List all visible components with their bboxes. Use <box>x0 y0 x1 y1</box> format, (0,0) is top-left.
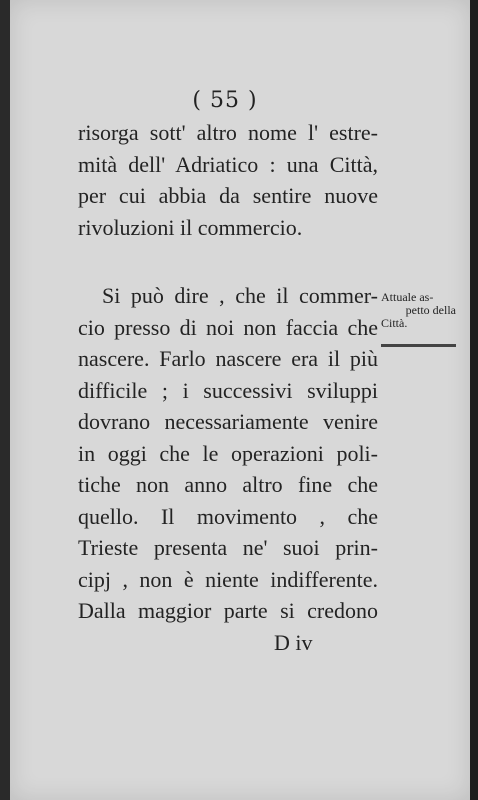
text-line: cipj , non è niente indifferente. <box>78 566 378 592</box>
paragraph-commerce <box>78 280 378 627</box>
book-page <box>10 0 470 800</box>
marginal-note-line: petto della <box>405 303 456 317</box>
paragraph-continuation <box>78 117 378 243</box>
signature-mark: D iv <box>274 630 313 655</box>
text-line: dovrano necessariamente venire <box>78 409 378 434</box>
text-line: per cui abbia da sentire nuove <box>78 183 378 208</box>
text-line: rivoluzioni il commercio. <box>78 214 303 240</box>
text-line: in oggi che le operazioni poli- <box>78 440 378 466</box>
book-edge <box>470 0 478 800</box>
marginal-note-line: Città. <box>381 316 408 330</box>
text-line: Trieste presenta ne' suoi prin- <box>78 535 378 560</box>
marginal-note <box>381 291 456 330</box>
page-number: ( 55 ) <box>192 88 258 113</box>
text-line: tiche non anno altro fine che <box>78 472 378 497</box>
text-line: difficile ; i successivi sviluppi <box>78 377 378 403</box>
text-line: risorga sott' altro nome l' estre- <box>78 120 378 145</box>
text-line: nascere. Farlo nascere era il più <box>78 346 378 371</box>
marginal-note-line: Attuale as- <box>381 290 434 304</box>
text-line: Dalla maggior parte si credono <box>78 598 378 623</box>
text-line: Si può dire , che il commer- <box>102 283 378 308</box>
text-line: cio presso di noi non faccia che <box>78 314 378 340</box>
text-line: quello. Il movimento , che <box>78 503 378 529</box>
text-line: mità dell' Adriatico : una Città, <box>78 151 378 177</box>
marginal-rule <box>381 344 456 347</box>
